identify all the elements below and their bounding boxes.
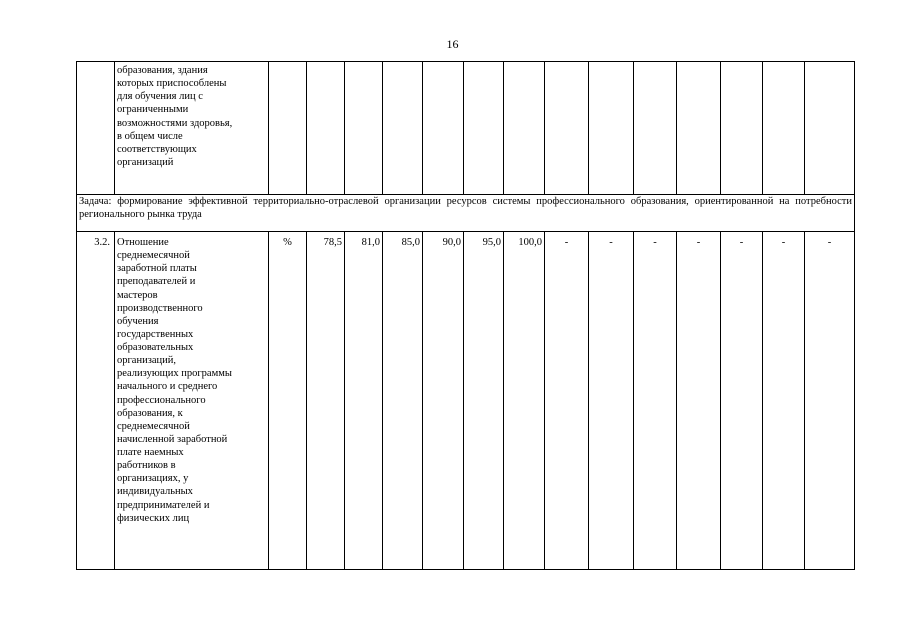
value-cell [423,62,464,195]
indicators-table [76,61,855,570]
value-cell: 85,0 [383,232,423,570]
unit-cell [269,62,307,195]
value-cell [345,62,383,195]
value-cell: - [721,232,763,570]
value-cell [721,62,763,195]
value-cell [589,62,634,195]
unit-cell: % [269,232,307,570]
task-row [77,195,855,232]
value-cell: 100,0 [504,232,545,570]
table-row [77,62,855,195]
value-cell [805,62,855,195]
page-number: 16 [446,37,459,51]
value-cell: - [545,232,589,570]
value-cell [383,62,423,195]
value-cell: - [763,232,805,570]
task-text: Задача: формирование эффективной территориально-отраслевой организации ресурсов системы профессионального образования, ориентированной на потребности регионального рынка труда [77,195,855,232]
row-number-cell [77,62,115,195]
value-cell: 81,0 [345,232,383,570]
value-cell: - [677,232,721,570]
indicator-name: образования, здания которых приспособлены для обучения лиц с ограниченными возможностями здоровья, в общем числе соответствующих организаций [117,65,233,168]
value-cell [307,62,345,195]
value-cell: 95,0 [464,232,504,570]
value-cell: - [589,232,634,570]
indicator-name-cell [115,232,269,570]
value-cell [763,62,805,195]
value-cell: - [805,232,855,570]
table-row [77,232,855,570]
indicator-name-cell [115,62,269,195]
value-cell: 78,5 [307,232,345,570]
indicator-name: Отношение среднемесячной заработной платы преподавателей и мастеров производственного обучения государственных образовательных организаций, реализующих программы начального и среднего профессионального образования, к среднемесячной начисленной заработной плате наемных работников в организациях, у индивидуальных предпринимателей и физических лиц [117,237,232,524]
value-cell: 90,0 [423,232,464,570]
value-cell [545,62,589,195]
value-cell [634,62,677,195]
value-cell: - [634,232,677,570]
row-number-cell: 3.2. [77,232,115,570]
value-cell [677,62,721,195]
value-cell [504,62,545,195]
value-cell [464,62,504,195]
